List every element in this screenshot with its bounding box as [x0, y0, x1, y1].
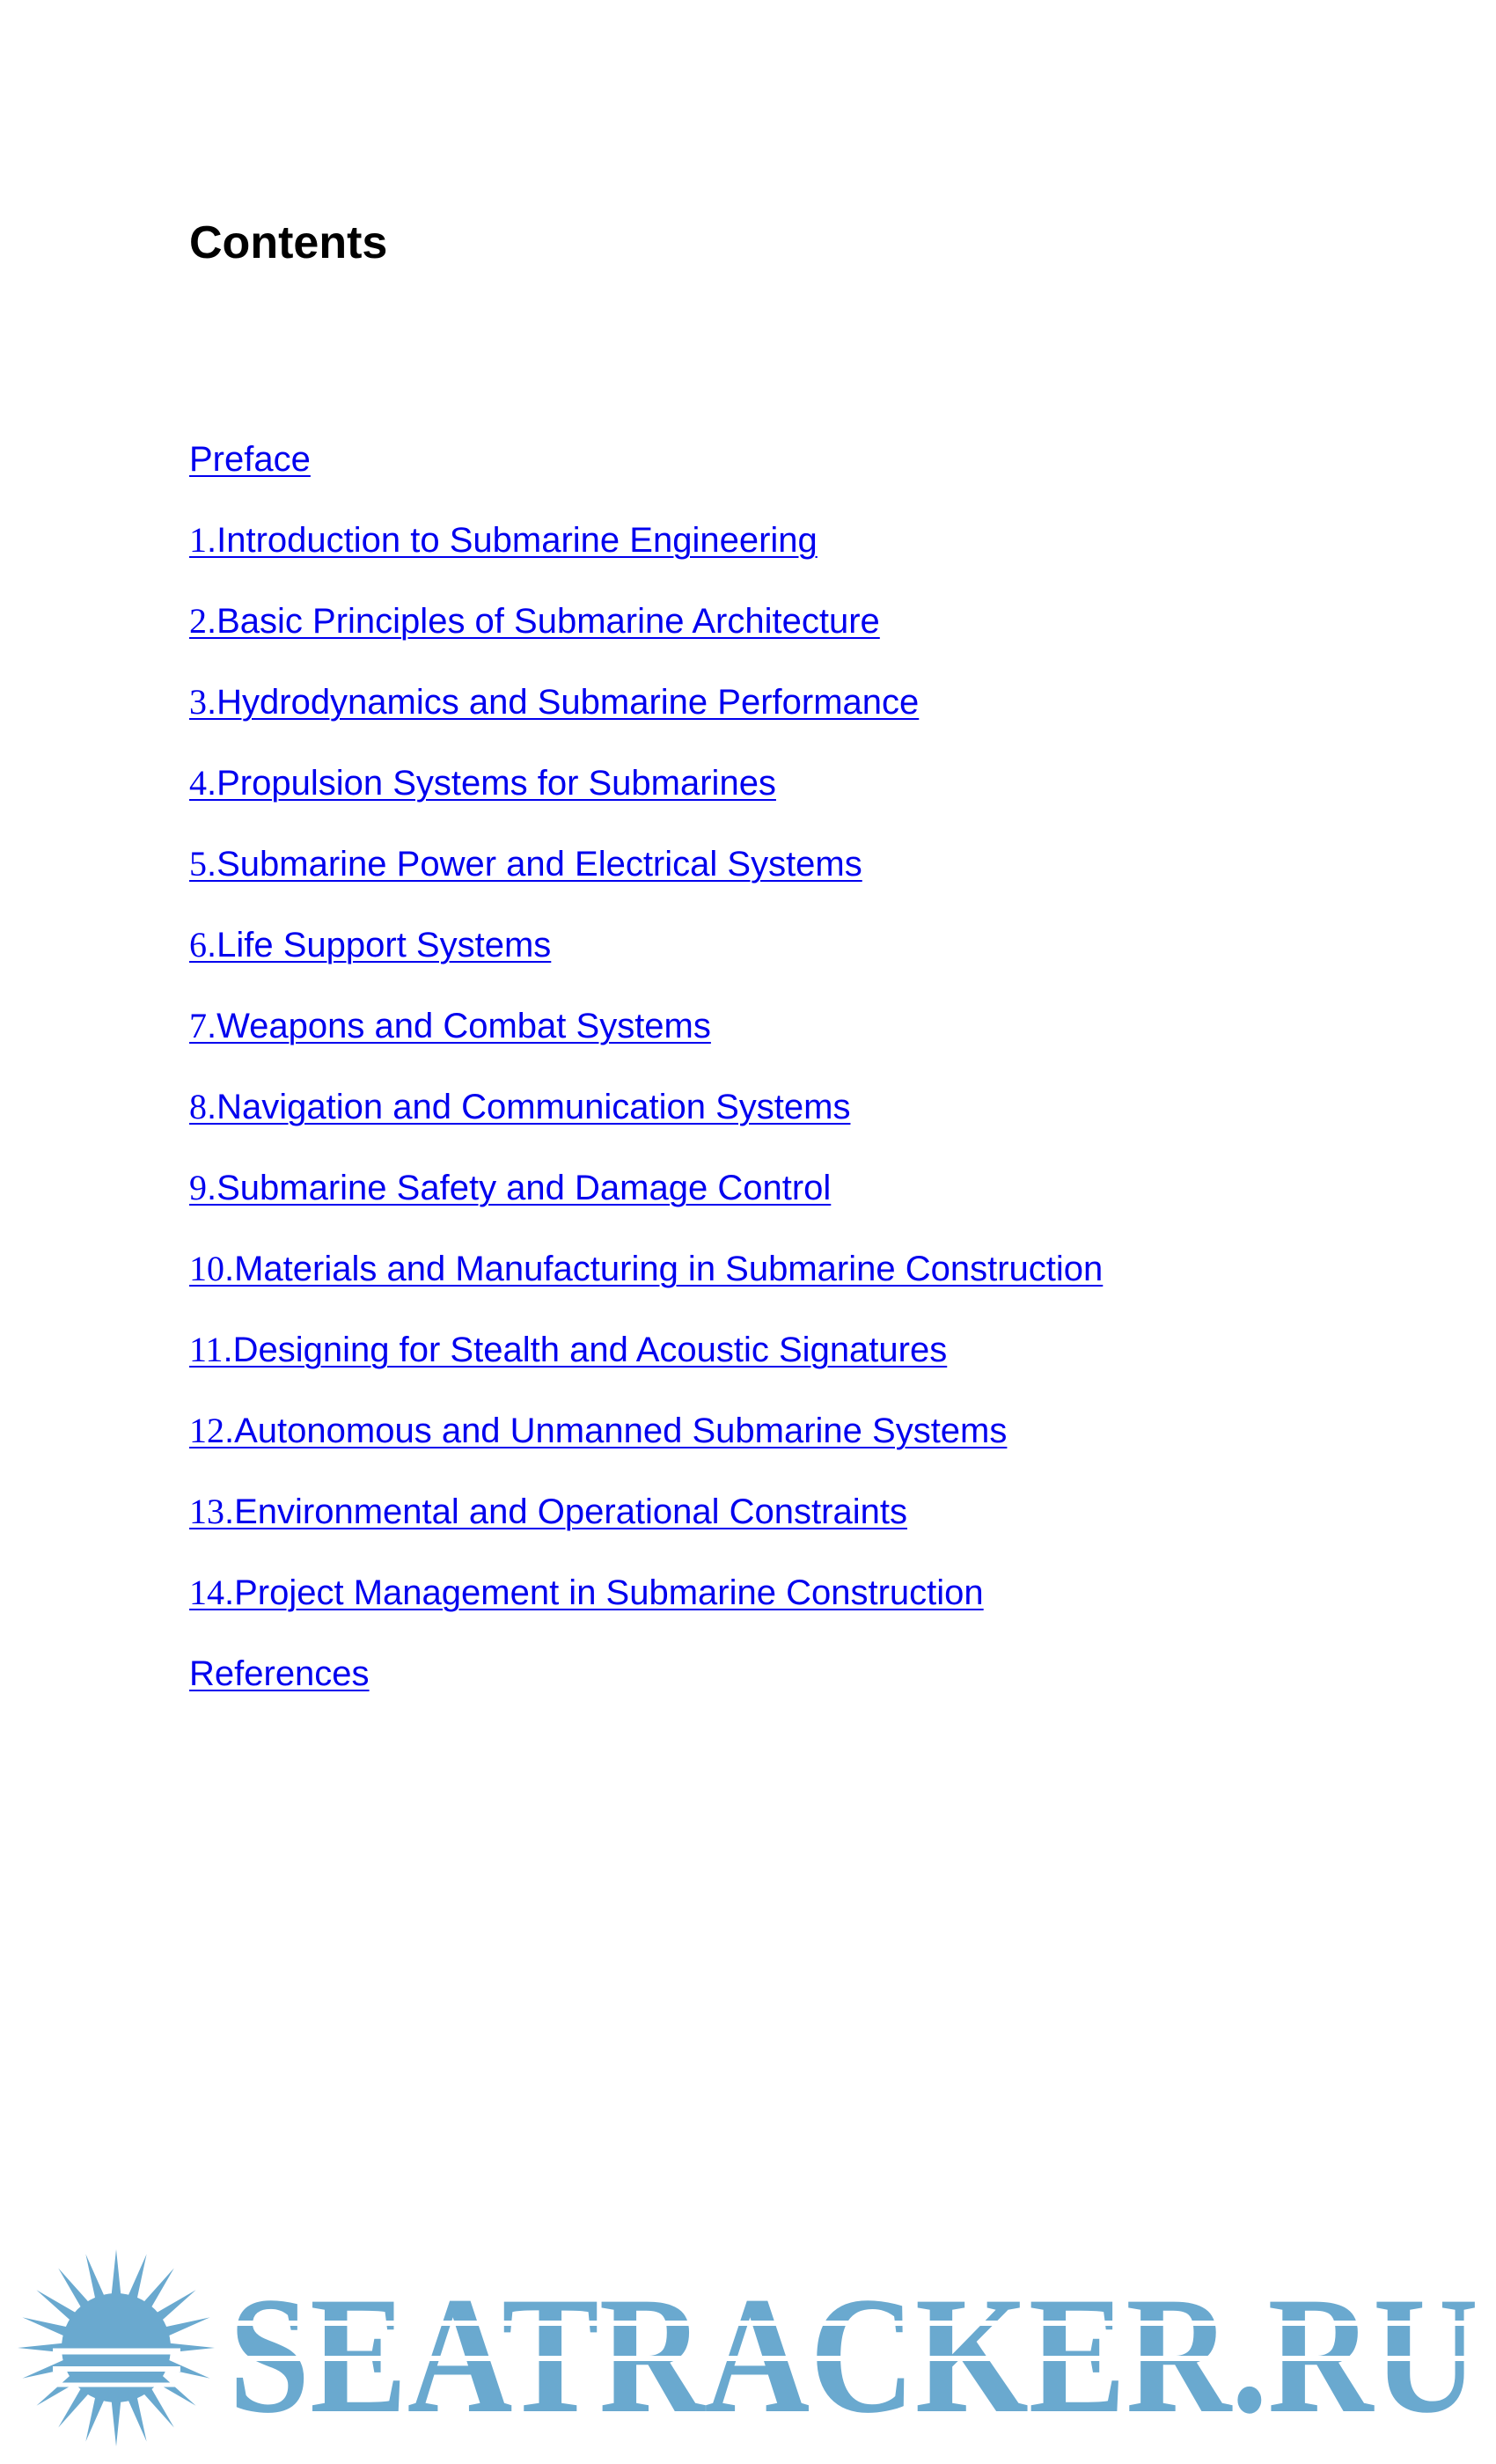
- toc-link-2[interactable]: [189, 602, 880, 641]
- toc-link-5[interactable]: [189, 845, 862, 884]
- toc-number: 11: [189, 1330, 224, 1369]
- toc-link-1[interactable]: [189, 521, 818, 560]
- toc-number: 8: [189, 1087, 207, 1126]
- toc-link-preface[interactable]: [189, 440, 311, 479]
- toc-link-8[interactable]: [189, 1088, 850, 1126]
- toc-item-3: [189, 681, 1103, 762]
- sun-ray: [36, 2290, 76, 2321]
- toc-number: 6: [189, 925, 207, 964]
- toc-title: .Navigation and Communication Systems: [207, 1088, 851, 1126]
- toc-item-8: [189, 1086, 1103, 1167]
- toc-link-14[interactable]: [189, 1573, 984, 1612]
- toc-title: .Basic Principles of Submarine Architecture: [207, 602, 880, 641]
- toc-number: 3: [189, 682, 207, 722]
- toc-item-1: [189, 519, 1103, 600]
- toc-link-3[interactable]: [189, 683, 919, 722]
- toc-item-2: [189, 600, 1103, 681]
- toc-item-5: [189, 843, 1103, 924]
- sun-ray: [128, 2255, 146, 2299]
- toc-title: .Hydrodynamics and Submarine Performance: [207, 683, 920, 722]
- sun-ray: [165, 2317, 209, 2336]
- sun-ray: [156, 2375, 195, 2406]
- toc-number: 14: [189, 1573, 224, 1612]
- toc-title: .Introduction to Submarine Engineering: [207, 521, 818, 560]
- sun-ray: [58, 2387, 89, 2427]
- sun-ray: [128, 2396, 146, 2441]
- sun-ray: [85, 2396, 104, 2441]
- toc-title: .Submarine Safety and Damage Control: [207, 1169, 832, 1207]
- toc-number: 7: [189, 1006, 207, 1045]
- watermark-text: SEATRACKER.RU: [229, 2263, 1478, 2448]
- toc-title: .Environmental and Operational Constraints: [224, 1492, 907, 1531]
- toc-item-preface: [189, 438, 1103, 519]
- toc-item-13: [189, 1491, 1103, 1572]
- toc-item-4: [189, 762, 1103, 843]
- toc-link-references[interactable]: [189, 1654, 370, 1693]
- sun-ray: [112, 2401, 121, 2446]
- sun-icon: [18, 2249, 215, 2446]
- sun-ray: [36, 2375, 76, 2406]
- toc-number: 5: [189, 844, 207, 884]
- sun-ray: [143, 2268, 174, 2307]
- toc-title: .Life Support Systems: [207, 926, 552, 964]
- toc-link-6[interactable]: [189, 926, 551, 964]
- toc-link-13[interactable]: [189, 1492, 907, 1531]
- toc-link-7[interactable]: [189, 1007, 711, 1045]
- toc-item-7: [189, 1005, 1103, 1086]
- toc-number: 10: [189, 1249, 224, 1288]
- toc-item-12: [189, 1410, 1103, 1491]
- toc-link-9[interactable]: [189, 1169, 831, 1207]
- toc-number: 4: [189, 763, 207, 803]
- toc-number: 1: [189, 520, 207, 560]
- toc-item-10: [189, 1248, 1103, 1329]
- toc-title: .Submarine Power and Electrical Systems: [207, 845, 862, 884]
- sun-ray: [85, 2255, 104, 2299]
- toc-link-11[interactable]: [189, 1331, 947, 1369]
- contents-heading: Contents: [189, 217, 388, 268]
- toc-title: .Designing for Stealth and Acoustic Signatures: [223, 1331, 948, 1369]
- toc-title: .Weapons and Combat Systems: [207, 1007, 711, 1045]
- toc-number: 2: [189, 601, 207, 641]
- toc-item-9: [189, 1167, 1103, 1248]
- toc-title: References: [189, 1654, 370, 1693]
- sun-ray: [156, 2290, 195, 2321]
- toc-item-6: [189, 924, 1103, 1005]
- toc-link-12[interactable]: [189, 1412, 1007, 1450]
- toc-link-10[interactable]: [189, 1250, 1103, 1288]
- sun-ray: [58, 2268, 89, 2307]
- toc-number: 9: [189, 1168, 207, 1207]
- sun-ray: [23, 2317, 68, 2336]
- toc-item-14: [189, 1572, 1103, 1653]
- toc-item-references: [189, 1653, 1103, 1734]
- toc-number: 13: [189, 1492, 224, 1531]
- table-of-contents: [189, 438, 1103, 1734]
- sun-ray: [143, 2387, 174, 2427]
- toc-title: Preface: [189, 440, 311, 479]
- toc-number: 12: [189, 1411, 224, 1450]
- toc-title: .Propulsion Systems for Submarines: [207, 764, 776, 803]
- toc-title: .Autonomous and Unmanned Submarine Systems: [224, 1412, 1008, 1450]
- watermark-logo: [0, 2235, 1496, 2464]
- toc-item-11: [189, 1329, 1103, 1410]
- sun-ray: [112, 2249, 121, 2295]
- toc-title: .Materials and Manufacturing in Submarine Construction: [224, 1250, 1104, 1288]
- toc-title: .Project Management in Submarine Construction: [224, 1573, 984, 1612]
- toc-link-4[interactable]: [189, 764, 776, 803]
